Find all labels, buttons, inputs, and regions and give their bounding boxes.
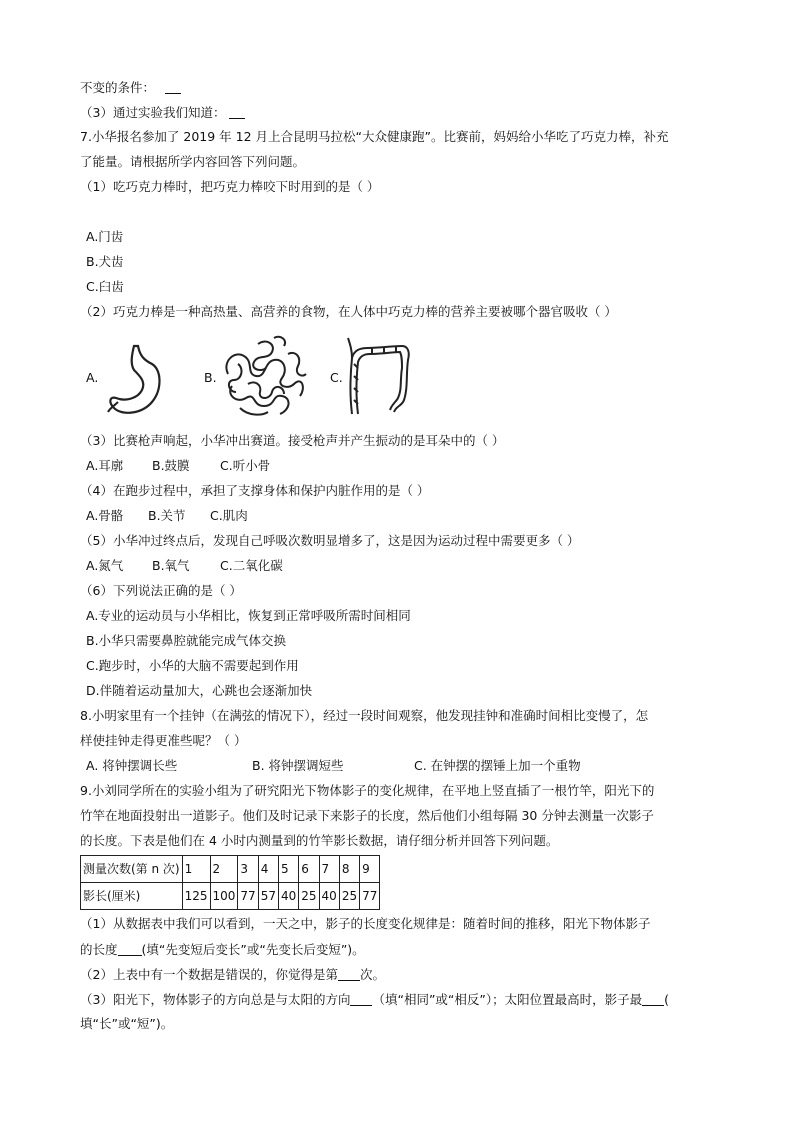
table-cell: 4 (258, 856, 278, 883)
option-a[interactable]: A.骨骼 (86, 508, 124, 523)
question-9-3 (80, 993, 669, 1007)
prompt-text: （3）阳光下，物体影子的方向总是与太阳的方向 (80, 992, 351, 1007)
question-9-stem: 竹竿在地面投射出一道影子。他们及时记录下来影子的长度，然后他们小组每隔 30 分钟去测量一次影子 (80, 808, 654, 823)
question-7-1: （1）吃巧克力棒时，把巧克力棒咬下时用到的是（ ） (80, 179, 380, 194)
option-d[interactable]: D.伴随着运动量加大，心跳也会逐渐加快 (86, 683, 313, 698)
prompt-text: 次。 (359, 967, 385, 982)
question-9-1 (80, 943, 365, 957)
option-a[interactable]: A. 将钟摆调长些 (86, 758, 178, 773)
table-header-row (81, 856, 380, 883)
prompt-text: (填“先变短后变长”或“先变长后变短”)。 (141, 942, 365, 957)
small-intestine-icon (218, 334, 310, 420)
option-b[interactable]: B.小华只需要鼻腔就能完成气体交换 (86, 633, 287, 648)
answer-blank[interactable] (229, 106, 245, 119)
prompt-text: （3）通过实验我们知道： (80, 105, 226, 120)
option-a-label[interactable]: A. (86, 370, 99, 385)
question-7-6: （6）下列说法正确的是（ ） (80, 583, 242, 598)
option-c[interactable]: C.臼齿 (86, 279, 124, 294)
question-8-stem: 8.小明家里有一个挂钟（在满弦的情况下），经过一段时间观察，他发现挂钟和准确时间相比变慢了，怎 (80, 708, 649, 723)
option-c[interactable]: C.跑步时，小华的大脑不需要起到作用 (86, 658, 299, 673)
option-b[interactable]: B.关节 (148, 508, 186, 523)
table-cell: 3 (238, 856, 258, 883)
table-cell: 2 (210, 856, 238, 883)
option-c[interactable]: C. 在钟摆的摆锤上加一个重物 (414, 758, 581, 773)
large-intestine-icon (344, 334, 414, 420)
option-c[interactable]: C.二氧化碳 (220, 558, 283, 573)
question-7-5: （5）小华冲过终点后，发现自己呼吸次数明显增多了，这是因为运动过程中需要更多（ ） (80, 533, 580, 548)
table-cell: 25 (299, 883, 319, 910)
question-7-4: （4）在跑步过程中，承担了支撑身体和保护内脏作用的是（ ） (80, 483, 430, 498)
table-cell: 影长(厘米) (81, 883, 183, 910)
option-a[interactable]: A.专业的运动员与小华相比，恢复到正常呼吸所需时间相同 (86, 608, 411, 623)
answer-blank[interactable] (642, 993, 664, 1006)
question-8-stem: 样使挂钟走得更准些呢？（ ） (80, 733, 247, 748)
text-line (80, 106, 245, 120)
question-7-2: （2）巧克力棒是一种高热量、高营养的食物，在人体中巧克力棒的营养主要被哪个器官吸收（ ） (80, 304, 617, 319)
table-cell: 77 (238, 883, 258, 910)
table-cell: 25 (339, 883, 359, 910)
table-cell: 5 (278, 856, 298, 883)
option-a[interactable]: A.氮气 (86, 558, 124, 573)
answer-blank[interactable] (165, 81, 181, 94)
option-b-label[interactable]: B. (204, 370, 217, 385)
prompt-text: （2）上表中有一个数据是错误的，你觉得是第 (80, 967, 338, 982)
table-row (81, 883, 380, 910)
prompt-text: ( (664, 992, 670, 1007)
question-7-stem: 了能量。请根据所学内容回答下列问题。 (80, 154, 306, 169)
question-9-2 (80, 968, 385, 982)
option-c[interactable]: C.肌肉 (210, 508, 248, 523)
table-cell: 57 (258, 883, 278, 910)
table-cell: 8 (339, 856, 359, 883)
prompt-text: （填“相同”或“相反”）；太阳位置最高时，影子最 (372, 992, 643, 1007)
organ-choices (86, 334, 446, 420)
option-c-label[interactable]: C. (330, 370, 343, 385)
question-9-stem: 9.小刘同学所在的实验小组为了研究阳光下物体影子的变化规律，在平地上竖直插了一根竹竿，阳光下的 (80, 783, 655, 798)
table-cell: 6 (299, 856, 319, 883)
question-9-stem: 的长度。下表是他们在 4 小时内测量到的竹竿影长数据，请仔细分析并回答下列问题。 (80, 833, 559, 848)
table-cell: 125 (182, 883, 210, 910)
option-a[interactable]: A.耳廓 (86, 458, 124, 473)
prompt-text: 的长度 (80, 942, 118, 957)
table-cell: 40 (319, 883, 339, 910)
table-cell: 9 (360, 856, 380, 883)
table-cell: 40 (278, 883, 298, 910)
option-c[interactable]: C.听小骨 (220, 458, 271, 473)
question-7-3: （3）比赛枪声响起，小华冲出赛道。接受枪声并产生振动的是耳朵中的（ ） (80, 433, 505, 448)
table-cell: 100 (210, 883, 238, 910)
question-9-1: （1）从数据表中我们可以看到，一天之中，影子的长度变化规律是：随着时间的推移，阳光下物体影子 (80, 916, 651, 931)
stomach-icon (104, 342, 166, 418)
answer-blank[interactable] (338, 968, 360, 981)
answer-blank[interactable] (350, 993, 372, 1006)
table-cell: 1 (182, 856, 210, 883)
table-cell: 77 (360, 883, 380, 910)
question-7-stem: 7.小华报名参加了 2019 年 12 月上合昆明马拉松“大众健康跑”。比赛前，妈妈给小华吃了巧克力棒，补充 (80, 129, 669, 144)
answer-blank[interactable] (118, 943, 142, 956)
text-line (80, 81, 181, 95)
table-cell: 测量次数(第 n 次) (81, 856, 183, 883)
option-b[interactable]: B.犬齿 (86, 254, 124, 269)
option-a[interactable]: A.门齿 (86, 229, 124, 244)
option-b[interactable]: B. 将钟摆调短些 (252, 758, 344, 773)
shadow-length-table (80, 855, 380, 910)
option-b[interactable]: B.鼓膜 (152, 458, 190, 473)
question-9-3: 填“长”或“短”)。 (80, 1016, 174, 1031)
table-cell: 7 (319, 856, 339, 883)
prompt-text: 不变的条件： (80, 80, 156, 95)
option-b[interactable]: B.氧气 (152, 558, 190, 573)
